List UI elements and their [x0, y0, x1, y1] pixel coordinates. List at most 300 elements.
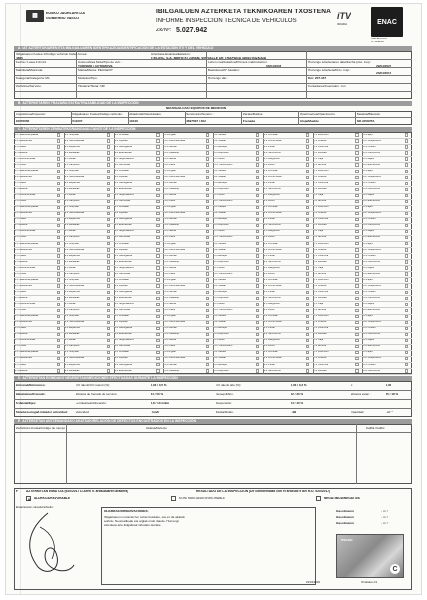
inspection-item-checkbox[interactable]: [256, 248, 259, 251]
inspection-item-checkbox[interactable]: [355, 236, 358, 239]
inspection-item-checkbox[interactable]: [57, 357, 60, 360]
inspection-item-checkbox[interactable]: [306, 303, 309, 306]
inspection-item-checkbox[interactable]: [57, 188, 60, 191]
inspection-item-checkbox[interactable]: [156, 200, 159, 203]
inspection-item-checkbox[interactable]: [306, 182, 309, 185]
inspection-item-checkbox[interactable]: [156, 260, 159, 263]
inspection-item-checkbox[interactable]: [107, 248, 110, 251]
inspection-item-checkbox[interactable]: [206, 321, 209, 324]
inspection-item-checkbox[interactable]: [355, 176, 358, 179]
inspection-item-checkbox[interactable]: [206, 176, 209, 179]
inspection-item-checkbox[interactable]: [306, 272, 309, 275]
inspection-item-checkbox[interactable]: [405, 297, 408, 300]
inspection-item-checkbox[interactable]: [206, 266, 209, 269]
inspection-item-checkbox[interactable]: [405, 333, 408, 336]
inspection-item-checkbox[interactable]: [355, 133, 358, 136]
inspection-item-checkbox[interactable]: [156, 170, 159, 173]
inspection-item-checkbox[interactable]: [405, 345, 408, 348]
inspection-item-checkbox[interactable]: [256, 345, 259, 348]
inspection-item-checkbox[interactable]: [405, 182, 408, 185]
inspection-item-checkbox[interactable]: [57, 200, 60, 203]
inspection-item-checkbox[interactable]: [57, 242, 60, 245]
inspection-item-checkbox[interactable]: [256, 145, 259, 148]
inspection-item-checkbox[interactable]: [405, 266, 408, 269]
inspection-item-checkbox[interactable]: [256, 157, 259, 160]
inspection-item-checkbox[interactable]: [107, 315, 110, 318]
inspection-item-checkbox[interactable]: [355, 363, 358, 366]
inspection-item-checkbox[interactable]: [156, 157, 159, 160]
inspection-item-checkbox[interactable]: [405, 194, 408, 197]
inspection-item-checkbox[interactable]: [405, 145, 408, 148]
inspection-item-checkbox[interactable]: [156, 363, 159, 366]
inspection-item-checkbox[interactable]: [107, 260, 110, 263]
inspection-item-checkbox[interactable]: [306, 224, 309, 227]
inspection-item-checkbox[interactable]: [256, 176, 259, 179]
inspection-item-checkbox[interactable]: [355, 170, 358, 173]
inspection-item-checkbox[interactable]: [206, 284, 209, 287]
inspection-item-checkbox[interactable]: [107, 327, 110, 330]
inspection-item-checkbox[interactable]: [156, 291, 159, 294]
inspection-item-checkbox[interactable]: [256, 182, 259, 185]
inspection-item-checkbox[interactable]: [57, 339, 60, 342]
inspection-item-checkbox[interactable]: [405, 357, 408, 360]
inspection-item-checkbox[interactable]: [156, 230, 159, 233]
inspection-item-checkbox[interactable]: [156, 163, 159, 166]
inspection-item-checkbox[interactable]: [306, 327, 309, 330]
inspection-item-checkbox[interactable]: [206, 212, 209, 215]
inspection-item-checkbox[interactable]: [107, 321, 110, 324]
inspection-item-checkbox[interactable]: [355, 254, 358, 257]
inspection-item-checkbox[interactable]: [57, 291, 60, 294]
inspection-item-checkbox[interactable]: [206, 357, 209, 360]
inspection-item-checkbox[interactable]: [355, 321, 358, 324]
inspection-item-checkbox[interactable]: [256, 303, 259, 306]
inspection-item-checkbox[interactable]: [256, 297, 259, 300]
inspection-item-checkbox[interactable]: [156, 236, 159, 239]
inspection-item-checkbox[interactable]: [156, 206, 159, 209]
inspection-item-checkbox[interactable]: [306, 345, 309, 348]
inspection-item-checkbox[interactable]: [355, 151, 358, 154]
inspection-item-checkbox[interactable]: [206, 188, 209, 191]
inspection-item-checkbox[interactable]: [355, 333, 358, 336]
inspection-item-checkbox[interactable]: [206, 291, 209, 294]
inspection-item-checkbox[interactable]: [107, 200, 110, 203]
inspection-item-checkbox[interactable]: [57, 333, 60, 336]
inspection-item-checkbox[interactable]: [107, 139, 110, 142]
inspection-item-checkbox[interactable]: [206, 363, 209, 366]
inspection-item-checkbox[interactable]: [156, 351, 159, 354]
inspection-item-checkbox[interactable]: [206, 194, 209, 197]
inspection-item-checkbox[interactable]: [206, 345, 209, 348]
inspection-item-checkbox[interactable]: [405, 315, 408, 318]
inspection-item-checkbox[interactable]: [355, 182, 358, 185]
inspection-item-checkbox[interactable]: [107, 357, 110, 360]
inspection-item-checkbox[interactable]: [256, 200, 259, 203]
inspection-item-checkbox[interactable]: [107, 272, 110, 275]
inspection-item-checkbox[interactable]: [107, 188, 110, 191]
inspection-item-checkbox[interactable]: [405, 218, 408, 221]
inspection-item-checkbox[interactable]: [206, 327, 209, 330]
inspection-item-checkbox[interactable]: [405, 291, 408, 294]
inspection-item-checkbox[interactable]: [107, 309, 110, 312]
inspection-item-checkbox[interactable]: [405, 212, 408, 215]
inspection-item-checkbox[interactable]: [57, 236, 60, 239]
inspection-item-checkbox[interactable]: [306, 176, 309, 179]
inspection-item-checkbox[interactable]: [57, 278, 60, 281]
inspection-item-checkbox[interactable]: [355, 242, 358, 245]
inspection-item-checkbox[interactable]: [206, 230, 209, 233]
inspection-item-checkbox[interactable]: [306, 139, 309, 142]
inspection-item-checkbox[interactable]: [405, 351, 408, 354]
inspection-item-checkbox[interactable]: [306, 242, 309, 245]
inspection-item-checkbox[interactable]: [306, 206, 309, 209]
inspection-item-checkbox[interactable]: [405, 139, 408, 142]
inspection-item-checkbox[interactable]: [405, 272, 408, 275]
inspection-item-checkbox[interactable]: [156, 297, 159, 300]
inspection-item-checkbox[interactable]: [107, 291, 110, 294]
inspection-item-checkbox[interactable]: [57, 151, 60, 154]
inspection-item-checkbox[interactable]: [256, 139, 259, 142]
inspection-item-checkbox[interactable]: [306, 297, 309, 300]
inspection-item-checkbox[interactable]: [156, 345, 159, 348]
inspection-item-checkbox[interactable]: [107, 230, 110, 233]
inspection-item-checkbox[interactable]: [107, 236, 110, 239]
inspection-item-checkbox[interactable]: [405, 163, 408, 166]
inspection-item-checkbox[interactable]: [355, 224, 358, 227]
inspection-item-checkbox[interactable]: [156, 133, 159, 136]
inspection-item-checkbox[interactable]: [206, 182, 209, 185]
inspection-item-checkbox[interactable]: [405, 206, 408, 209]
inspection-item-checkbox[interactable]: [57, 266, 60, 269]
inspection-item-checkbox[interactable]: [206, 206, 209, 209]
inspection-item-checkbox[interactable]: [355, 230, 358, 233]
inspection-item-checkbox[interactable]: [256, 339, 259, 342]
inspection-item-checkbox[interactable]: [306, 260, 309, 263]
inspection-item-checkbox[interactable]: [405, 321, 408, 324]
inspection-item-checkbox[interactable]: [355, 327, 358, 330]
inspection-item-checkbox[interactable]: [256, 206, 259, 209]
inspection-item-checkbox[interactable]: [306, 133, 309, 136]
inspection-item-checkbox[interactable]: [256, 188, 259, 191]
inspection-item-checkbox[interactable]: [355, 339, 358, 342]
inspection-item-checkbox[interactable]: [355, 357, 358, 360]
inspection-item-checkbox[interactable]: [57, 284, 60, 287]
inspection-item-checkbox[interactable]: [107, 151, 110, 154]
inspection-item-checkbox[interactable]: [355, 212, 358, 215]
inspection-item-checkbox[interactable]: [57, 145, 60, 148]
inspection-item-checkbox[interactable]: [256, 369, 259, 372]
inspection-item-checkbox[interactable]: [57, 139, 60, 142]
inspection-item-checkbox[interactable]: [57, 303, 60, 306]
inspection-item-checkbox[interactable]: [256, 170, 259, 173]
inspection-item-checkbox[interactable]: [57, 248, 60, 251]
inspection-item-checkbox[interactable]: [256, 315, 259, 318]
inspection-item-checkbox[interactable]: [156, 218, 159, 221]
inspection-item-checkbox[interactable]: [156, 266, 159, 269]
inspection-item-checkbox[interactable]: [306, 369, 309, 372]
inspection-item-checkbox[interactable]: [405, 242, 408, 245]
inspection-item-checkbox[interactable]: [206, 163, 209, 166]
inspection-item-checkbox[interactable]: [256, 218, 259, 221]
inspection-item-checkbox[interactable]: [306, 351, 309, 354]
inspection-item-checkbox[interactable]: [256, 254, 259, 257]
negativa-checkbox[interactable]: [316, 496, 321, 501]
inspection-item-checkbox[interactable]: [107, 284, 110, 287]
inspection-item-checkbox[interactable]: [107, 157, 110, 160]
inspection-item-checkbox[interactable]: [107, 278, 110, 281]
inspection-item-checkbox[interactable]: [256, 309, 259, 312]
inspection-item-checkbox[interactable]: [256, 242, 259, 245]
inspection-item-checkbox[interactable]: [107, 333, 110, 336]
inspection-item-checkbox[interactable]: [256, 133, 259, 136]
inspection-item-checkbox[interactable]: [206, 151, 209, 154]
inspection-item-checkbox[interactable]: [405, 151, 408, 154]
inspection-item-checkbox[interactable]: [156, 309, 159, 312]
inspection-item-checkbox[interactable]: [156, 194, 159, 197]
inspection-item-checkbox[interactable]: [256, 327, 259, 330]
inspection-item-checkbox[interactable]: [206, 309, 209, 312]
inspection-item-checkbox[interactable]: [256, 278, 259, 281]
inspection-item-checkbox[interactable]: [256, 230, 259, 233]
inspection-item-checkbox[interactable]: [156, 315, 159, 318]
inspection-item-checkbox[interactable]: [306, 291, 309, 294]
inspection-item-checkbox[interactable]: [306, 212, 309, 215]
inspection-item-checkbox[interactable]: [256, 266, 259, 269]
inspection-item-checkbox[interactable]: [107, 266, 110, 269]
inspection-item-checkbox[interactable]: [206, 297, 209, 300]
inspection-item-checkbox[interactable]: [256, 363, 259, 366]
inspection-item-checkbox[interactable]: [306, 145, 309, 148]
inspection-item-checkbox[interactable]: [405, 260, 408, 263]
inspection-item-checkbox[interactable]: [206, 170, 209, 173]
inspection-item-checkbox[interactable]: [156, 212, 159, 215]
inspection-item-checkbox[interactable]: [306, 333, 309, 336]
inspection-item-checkbox[interactable]: [405, 303, 408, 306]
inspection-item-checkbox[interactable]: [306, 157, 309, 160]
inspection-item-checkbox[interactable]: [306, 151, 309, 154]
inspection-item-checkbox[interactable]: [306, 170, 309, 173]
inspection-item-checkbox[interactable]: [156, 272, 159, 275]
inspection-item-checkbox[interactable]: [57, 218, 60, 221]
inspection-item-checkbox[interactable]: [256, 321, 259, 324]
inspection-item-checkbox[interactable]: [107, 218, 110, 221]
inspection-item-checkbox[interactable]: [355, 163, 358, 166]
inspection-item-checkbox[interactable]: [306, 200, 309, 203]
inspection-item-checkbox[interactable]: [107, 369, 110, 372]
inspection-item-checkbox[interactable]: [405, 157, 408, 160]
inspection-item-checkbox[interactable]: [156, 188, 159, 191]
inspection-item-checkbox[interactable]: [355, 278, 358, 281]
inspection-item-checkbox[interactable]: [156, 357, 159, 360]
inspection-item-checkbox[interactable]: [405, 254, 408, 257]
inspection-item-checkbox[interactable]: [256, 357, 259, 360]
inspection-item-checkbox[interactable]: [107, 242, 110, 245]
inspection-item-checkbox[interactable]: [57, 157, 60, 160]
inspection-item-checkbox[interactable]: [306, 315, 309, 318]
inspection-item-checkbox[interactable]: [57, 260, 60, 263]
inspection-item-checkbox[interactable]: [405, 248, 408, 251]
inspection-item-checkbox[interactable]: [107, 194, 110, 197]
inspection-item-checkbox[interactable]: [57, 224, 60, 227]
inspection-item-checkbox[interactable]: [206, 236, 209, 239]
inspection-item-checkbox[interactable]: [306, 248, 309, 251]
inspection-item-checkbox[interactable]: [156, 176, 159, 179]
inspection-item-checkbox[interactable]: [256, 236, 259, 239]
inspection-item-checkbox[interactable]: [256, 163, 259, 166]
inspection-item-checkbox[interactable]: [405, 369, 408, 372]
inspection-item-checkbox[interactable]: [156, 182, 159, 185]
desfavorable-checkbox[interactable]: [171, 496, 176, 501]
inspection-item-checkbox[interactable]: [206, 133, 209, 136]
inspection-item-checkbox[interactable]: [57, 345, 60, 348]
inspection-item-checkbox[interactable]: [355, 291, 358, 294]
inspection-item-checkbox[interactable]: [256, 291, 259, 294]
inspection-item-checkbox[interactable]: [57, 369, 60, 372]
inspection-item-checkbox[interactable]: [355, 351, 358, 354]
inspection-item-checkbox[interactable]: [206, 248, 209, 251]
inspection-item-checkbox[interactable]: [355, 266, 358, 269]
inspection-item-checkbox[interactable]: [156, 145, 159, 148]
inspection-item-checkbox[interactable]: [306, 357, 309, 360]
inspection-item-checkbox[interactable]: [405, 176, 408, 179]
inspection-item-checkbox[interactable]: [107, 176, 110, 179]
inspection-item-checkbox[interactable]: [355, 139, 358, 142]
inspection-item-checkbox[interactable]: [206, 339, 209, 342]
inspection-item-checkbox[interactable]: [57, 309, 60, 312]
inspection-item-checkbox[interactable]: [156, 333, 159, 336]
inspection-item-checkbox[interactable]: [206, 278, 209, 281]
inspection-item-checkbox[interactable]: [206, 218, 209, 221]
inspection-item-checkbox[interactable]: [355, 297, 358, 300]
inspection-item-checkbox[interactable]: [156, 278, 159, 281]
inspection-item-checkbox[interactable]: [57, 327, 60, 330]
inspection-item-checkbox[interactable]: [156, 327, 159, 330]
inspection-item-checkbox[interactable]: [57, 297, 60, 300]
inspection-item-checkbox[interactable]: [107, 133, 110, 136]
inspection-item-checkbox[interactable]: [355, 218, 358, 221]
inspection-item-checkbox[interactable]: [355, 260, 358, 263]
inspection-item-checkbox[interactable]: [57, 315, 60, 318]
inspection-item-checkbox[interactable]: [57, 194, 60, 197]
inspection-item-checkbox[interactable]: [405, 339, 408, 342]
inspection-item-checkbox[interactable]: [107, 206, 110, 209]
inspection-item-checkbox[interactable]: [107, 297, 110, 300]
inspection-item-checkbox[interactable]: [306, 278, 309, 281]
inspection-item-checkbox[interactable]: [156, 254, 159, 257]
inspection-item-checkbox[interactable]: [206, 351, 209, 354]
inspection-item-checkbox[interactable]: [405, 278, 408, 281]
inspection-item-checkbox[interactable]: [156, 284, 159, 287]
inspection-item-checkbox[interactable]: [256, 151, 259, 154]
inspection-item-checkbox[interactable]: [355, 157, 358, 160]
inspection-item-checkbox[interactable]: [156, 242, 159, 245]
inspection-item-checkbox[interactable]: [306, 236, 309, 239]
inspection-item-checkbox[interactable]: [57, 363, 60, 366]
inspection-item-checkbox[interactable]: [405, 327, 408, 330]
inspection-item-checkbox[interactable]: [206, 224, 209, 227]
inspection-item-checkbox[interactable]: [256, 351, 259, 354]
inspection-item-checkbox[interactable]: [355, 145, 358, 148]
inspection-item-checkbox[interactable]: [206, 369, 209, 372]
inspection-item-checkbox[interactable]: [107, 145, 110, 148]
inspection-item-checkbox[interactable]: [405, 309, 408, 312]
inspection-item-checkbox[interactable]: [405, 200, 408, 203]
inspection-item-checkbox[interactable]: [405, 284, 408, 287]
inspection-item-checkbox[interactable]: [107, 163, 110, 166]
inspection-item-checkbox[interactable]: [57, 254, 60, 257]
inspection-item-checkbox[interactable]: [107, 339, 110, 342]
inspection-item-checkbox[interactable]: [156, 248, 159, 251]
inspection-item-checkbox[interactable]: [256, 272, 259, 275]
inspection-item-checkbox[interactable]: [405, 230, 408, 233]
inspection-item-checkbox[interactable]: [107, 182, 110, 185]
inspection-item-checkbox[interactable]: [57, 182, 60, 185]
inspection-item-checkbox[interactable]: [405, 188, 408, 191]
inspection-item-checkbox[interactable]: [57, 206, 60, 209]
inspection-item-checkbox[interactable]: [256, 212, 259, 215]
inspection-item-checkbox[interactable]: [57, 321, 60, 324]
inspection-item-checkbox[interactable]: [306, 266, 309, 269]
inspection-item-checkbox[interactable]: [156, 151, 159, 154]
inspection-item-checkbox[interactable]: [57, 133, 60, 136]
inspection-item-checkbox[interactable]: [256, 194, 259, 197]
inspection-item-checkbox[interactable]: [206, 254, 209, 257]
inspection-item-checkbox[interactable]: [306, 194, 309, 197]
inspection-item-checkbox[interactable]: [306, 321, 309, 324]
inspection-item-checkbox[interactable]: [156, 139, 159, 142]
inspection-item-checkbox[interactable]: [156, 321, 159, 324]
inspection-item-checkbox[interactable]: [256, 224, 259, 227]
inspection-item-checkbox[interactable]: [206, 145, 209, 148]
inspection-item-checkbox[interactable]: [256, 333, 259, 336]
inspection-item-checkbox[interactable]: [206, 200, 209, 203]
inspection-item-checkbox[interactable]: [156, 303, 159, 306]
inspection-item-checkbox[interactable]: [57, 170, 60, 173]
inspection-item-checkbox[interactable]: [355, 200, 358, 203]
inspection-item-checkbox[interactable]: [206, 139, 209, 142]
inspection-item-checkbox[interactable]: [355, 272, 358, 275]
inspection-item-checkbox[interactable]: [355, 303, 358, 306]
inspection-item-checkbox[interactable]: [306, 339, 309, 342]
inspection-item-checkbox[interactable]: [355, 188, 358, 191]
inspection-item-checkbox[interactable]: [57, 272, 60, 275]
inspection-item-checkbox[interactable]: [206, 260, 209, 263]
inspection-item-checkbox[interactable]: [57, 176, 60, 179]
inspection-item-checkbox[interactable]: [405, 170, 408, 173]
inspection-item-checkbox[interactable]: [405, 236, 408, 239]
inspection-item-checkbox[interactable]: [306, 254, 309, 257]
inspection-item-checkbox[interactable]: [355, 194, 358, 197]
inspection-item-checkbox[interactable]: [206, 242, 209, 245]
inspection-item-checkbox[interactable]: [306, 163, 309, 166]
inspection-item-checkbox[interactable]: [107, 345, 110, 348]
inspection-item-checkbox[interactable]: [256, 260, 259, 263]
inspection-item-checkbox[interactable]: [405, 363, 408, 366]
inspection-item-checkbox[interactable]: [405, 224, 408, 227]
inspection-item-checkbox[interactable]: [355, 284, 358, 287]
inspection-item-checkbox[interactable]: [355, 369, 358, 372]
inspection-item-checkbox[interactable]: [107, 351, 110, 354]
inspection-item-checkbox[interactable]: [156, 369, 159, 372]
inspection-item-checkbox[interactable]: [107, 363, 110, 366]
inspection-item-checkbox[interactable]: [107, 212, 110, 215]
inspection-item-checkbox[interactable]: [156, 339, 159, 342]
inspection-item-checkbox[interactable]: [306, 363, 309, 366]
inspection-item-checkbox[interactable]: [206, 272, 209, 275]
inspection-item-checkbox[interactable]: [306, 230, 309, 233]
inspection-item-checkbox[interactable]: [206, 315, 209, 318]
inspection-item-checkbox[interactable]: [57, 351, 60, 354]
